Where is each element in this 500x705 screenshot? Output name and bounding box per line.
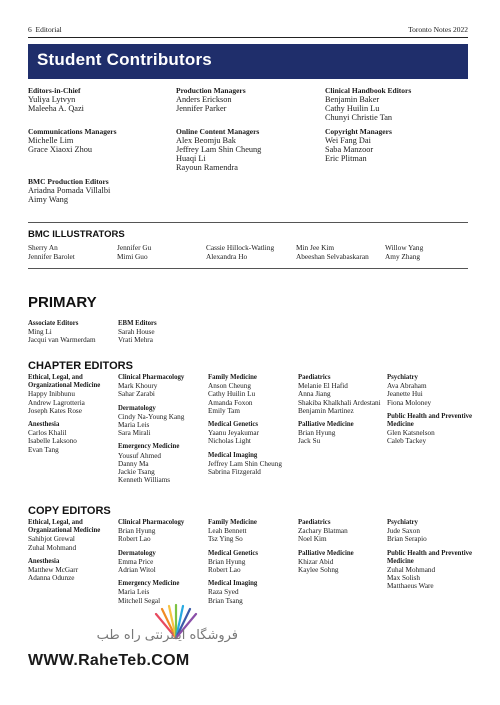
chapter-group [118,443,206,484]
chapter-title: Medical Genetics [208,549,259,557]
section-banner [28,44,468,79]
editor-name: Brian Hyung [298,429,336,438]
contributor-name: Cathy Huilin Lu [325,104,380,113]
illustrators-column [385,243,423,261]
editor-name: Isabelle Laksono [28,437,77,446]
editor-name: Sara Mirali [118,429,151,438]
editor-name: Ming Li [28,328,52,337]
chapter-group [28,558,116,583]
editor-name: Caleb Tackey [387,437,427,446]
watermark [28,600,238,690]
chapter-title: Clinical Pharmacology [118,519,185,526]
chapter-title: Paediatrics [298,519,331,526]
copy-editors-column-1 [28,519,116,588]
editor-name: Brian Serapio [387,535,427,544]
editor-name: Raza Syed [208,588,239,597]
banner-title: Student Contributors [37,50,212,69]
illustrator-name: Min Jee Kim [296,243,335,252]
contributor-name: Yuliya Lytvyn [28,95,76,104]
editor-name: Max Solish [387,574,420,583]
group-title: BMC Production Editors [28,177,109,186]
illustrators-column [206,243,274,261]
chapter-group [118,550,206,575]
chapter-title: Emergency Medicine [118,580,180,588]
editor-name: Amanda Foxon [208,398,253,407]
section-name: Editorial [35,25,62,34]
chapter-group [208,452,296,477]
editor-name: Emily Tam [208,406,240,415]
chapter-group [28,374,116,415]
editor-name: Andrew Lagrotteria [28,398,85,407]
chapter-group [208,421,296,446]
contributor-group-production-managers [176,86,246,113]
chapter-group [208,550,296,575]
contributor-name: Anders Erickson [176,95,232,104]
section-divider [28,222,468,223]
illustrator-name: Jennifer Gu [117,243,152,252]
editor-name: Brian Hyung [118,527,156,536]
chapter-title: Dermatology [118,549,156,557]
group-title: Communications Managers [28,127,117,136]
chapter-title: Psychiatry [387,519,418,526]
group-title: EBM Editors [118,320,157,327]
editor-name: Sarah House [118,328,155,337]
illustrator-name: Willow Yang [385,243,424,252]
editor-name: Kaylee Sohng [298,566,339,575]
editor-name: Robert Lao [208,566,241,575]
illustrator-name: Sherry An [28,243,58,252]
chapter-group [298,550,386,575]
chapter-title: Public Health and Preventive Medicine [387,549,473,565]
illustrator-name: Abeeshan Selvabaskaran [296,252,369,261]
chapter-title: Palliative Medicine [298,421,354,429]
illustrator-name: Mimi Guo [117,252,148,261]
chapter-title: Anesthesia [28,557,60,565]
editor-name: Zuhal Mohmand [28,543,77,552]
editor-name: Melanie El Hafid [298,382,348,391]
editor-name: Maria Leis [118,588,150,597]
editor-name: Adrian Witol [118,566,156,575]
contributor-name: Benjamin Baker [325,95,380,104]
chapter-title: Family Medicine [208,374,257,381]
chapter-title: Public Health and Preventive Medicine [387,412,473,429]
contributor-group-online-content-managers [176,127,261,172]
editor-name: Shakiba Khalkhali Ardestani [298,398,381,407]
editor-name: Anson Cheung [208,382,251,391]
copy-editors-heading: COPY EDITORS [28,505,111,517]
editor-name: Khizar Abid [298,557,334,566]
chapter-editors-column-1 [28,374,116,460]
illustrator-name: Cassie Hillock-Watling [206,243,275,252]
header-divider [28,37,468,38]
contributor-group-communications-managers [28,127,117,154]
editor-name: Evan Tang [28,445,59,454]
primary-heading: PRIMARY [28,294,97,311]
watermark-persian-text: فروشگاه اینترنتی راه طب [96,628,238,643]
editor-name: Anna Jiang [298,390,331,399]
chapter-title: Medical Imaging [208,580,258,588]
editor-name: Jude Saxon [387,527,420,536]
chapter-editors-column-3 [208,374,296,482]
contributor-name: Ariadna Pomada Villalbi [28,186,111,195]
editor-name: Emma Price [118,557,154,566]
contributor-name: Michelle Lim [28,136,74,145]
bmc-illustrators-heading: BMC ILLUSTRATORS [28,229,125,240]
chapter-title: Medical Imaging [208,451,258,459]
editor-name: Brian Hyung [208,557,246,566]
publication-title: Toronto Notes 2022 [408,25,468,34]
editor-name: Glen Katsnelson [387,429,435,438]
editor-name: Sabrina Fitzgerald [208,468,261,477]
chapter-group [387,374,475,407]
chapter-group [118,405,206,438]
chapter-group [118,374,206,399]
editor-name: Cathy Huilin Lu [208,390,256,399]
chapter-group [28,421,116,454]
illustrators-column [117,243,151,261]
editor-name: Yousuf Ahmed [118,451,162,460]
chapter-title: Ethical, Legal, and Organizational Medicine [28,374,101,390]
chapter-title: Anesthesia [28,421,60,429]
editor-name: Vrati Mehra [118,336,153,345]
illustrators-column [296,243,369,261]
chapter-title: Palliative Medicine [298,549,354,557]
editor-name: Noel Kim [298,535,327,544]
editor-name: Sahar Zarabi [118,390,155,399]
editor-name: Jacqui van Warmerdam [28,336,96,345]
editor-name: Jeffrey Lam Shin Cheung [208,459,282,468]
editor-name: Jack Su [298,437,321,446]
editor-name: Matthaeus Ware [387,582,434,591]
group-title: Online Content Managers [176,127,260,136]
editor-name: Ava Abraham [387,382,427,391]
illustrator-name: Jennifer Barolet [28,252,75,261]
chapter-editors-column-2 [118,374,206,490]
editor-name: Adanna Odunze [28,574,75,583]
illustrator-name: Alexandra Ho [206,252,248,261]
chapter-group [298,374,386,415]
chapter-group [208,374,296,415]
contributor-name: Alex Beomju Bak [176,136,236,145]
editor-name: Sahibjot Grewal [28,535,75,544]
primary-group-associate-editors [28,320,118,345]
copy-editors-column-5 [387,519,475,597]
section-divider [28,268,468,269]
primary-group-ebm-editors [118,320,206,345]
editor-name: Kenneth Williams [118,476,171,485]
chapter-group [387,413,475,446]
editor-name: Joseph Kates Rose [28,406,82,415]
contributor-name: Aimy Wang [28,195,68,204]
group-title: Production Managers [176,86,246,95]
editor-name: Tsz Ying So [208,535,243,544]
chapter-title: Clinical Pharmacology [118,374,185,381]
chapter-title: Dermatology [118,404,156,412]
chapter-title: Emergency Medicine [118,443,180,451]
editor-name: Jeanette Hui [387,390,423,399]
editor-name: Matthew McGarr [28,566,79,575]
chapter-group [118,519,206,544]
contributor-group-bmc-production-editors [28,177,110,204]
editor-name: Danny Ma [118,459,149,468]
chapter-title: Medical Genetics [208,421,259,429]
editor-name: Benjamin Martinez [298,406,354,415]
editor-name: Happy Inibhunu [28,390,75,399]
chapter-title: Psychiatry [387,374,418,381]
editor-name: Zuhal Mohmand [387,566,436,575]
copy-editors-column-4 [298,519,386,580]
contributor-name: Wei Fang Dai [325,136,371,145]
contributor-name: Jeffrey Lam Shin Cheung [176,145,262,154]
editor-name: Robert Lao [118,535,151,544]
group-title: Associate Editors [28,320,79,327]
editor-name: Zachary Blatman [298,527,348,536]
contributor-name: Rayoun Ramendra [176,163,238,172]
editor-name: Fiona Moloney [387,398,432,407]
contributor-name: Maleeha A. Qazi [28,104,84,113]
chapter-group [28,519,116,552]
chapter-group [387,519,475,544]
illustrator-name: Amy Zhang [385,252,421,261]
group-title: Editors-in-Chief [28,86,81,95]
header-left [28,25,62,34]
illustrators-column [28,243,75,261]
contributor-group-editors-in-chief [28,86,84,113]
chapter-group [298,519,386,544]
watermark-url: WWW.RaheTeb.COM [28,652,190,669]
group-title: Clinical Handbook Editors [325,86,412,95]
chapter-group [208,519,296,544]
editor-name: Leah Bennett [208,527,247,536]
chapter-title: Ethical, Legal, and Organizational Medicine [28,519,101,535]
chapter-title: Family Medicine [208,519,257,526]
copy-editors-column-2 [118,519,206,611]
contributor-name: Huaqi Li [176,154,206,163]
editor-name: Mitchell Segal [118,596,161,605]
page-number: 6 [28,25,32,34]
editor-name: Brian Tsang [208,596,243,605]
editor-name: Yaanu Jeyakumar [208,429,259,438]
group-title: Copyright Managers [325,127,392,136]
editor-name: Carlos Khalil [28,429,67,438]
contributor-name: Eric Plitman [325,154,367,163]
contributor-name: Grace Xiaoxi Zhou [28,145,93,154]
contributor-name: Jennifer Parker [176,104,227,113]
editor-name: Mark Khoury [118,382,158,391]
chapter-editors-heading: CHAPTER EDITORS [28,360,133,372]
chapter-editors-column-5 [387,374,475,452]
editor-name: Maria Leis [118,421,150,430]
chapter-editors-column-4 [298,374,386,452]
running-header [28,25,468,37]
contributor-name: Chunyi Christie Tan [325,113,393,122]
copy-editors-column-3 [208,519,296,611]
chapter-group [298,421,386,446]
contributor-name: Saba Manzoor [325,145,374,154]
chapter-title: Paediatrics [298,374,331,381]
chapter-group [387,550,475,591]
editor-name: Jackie Tsang [118,468,155,477]
editor-name: Cindy Na-Young Kang [118,412,185,421]
contributor-group-clinical-handbook-editors [325,86,411,122]
contributor-group-copyright-managers [325,127,392,163]
editor-name: Nicholas Light [208,437,251,446]
